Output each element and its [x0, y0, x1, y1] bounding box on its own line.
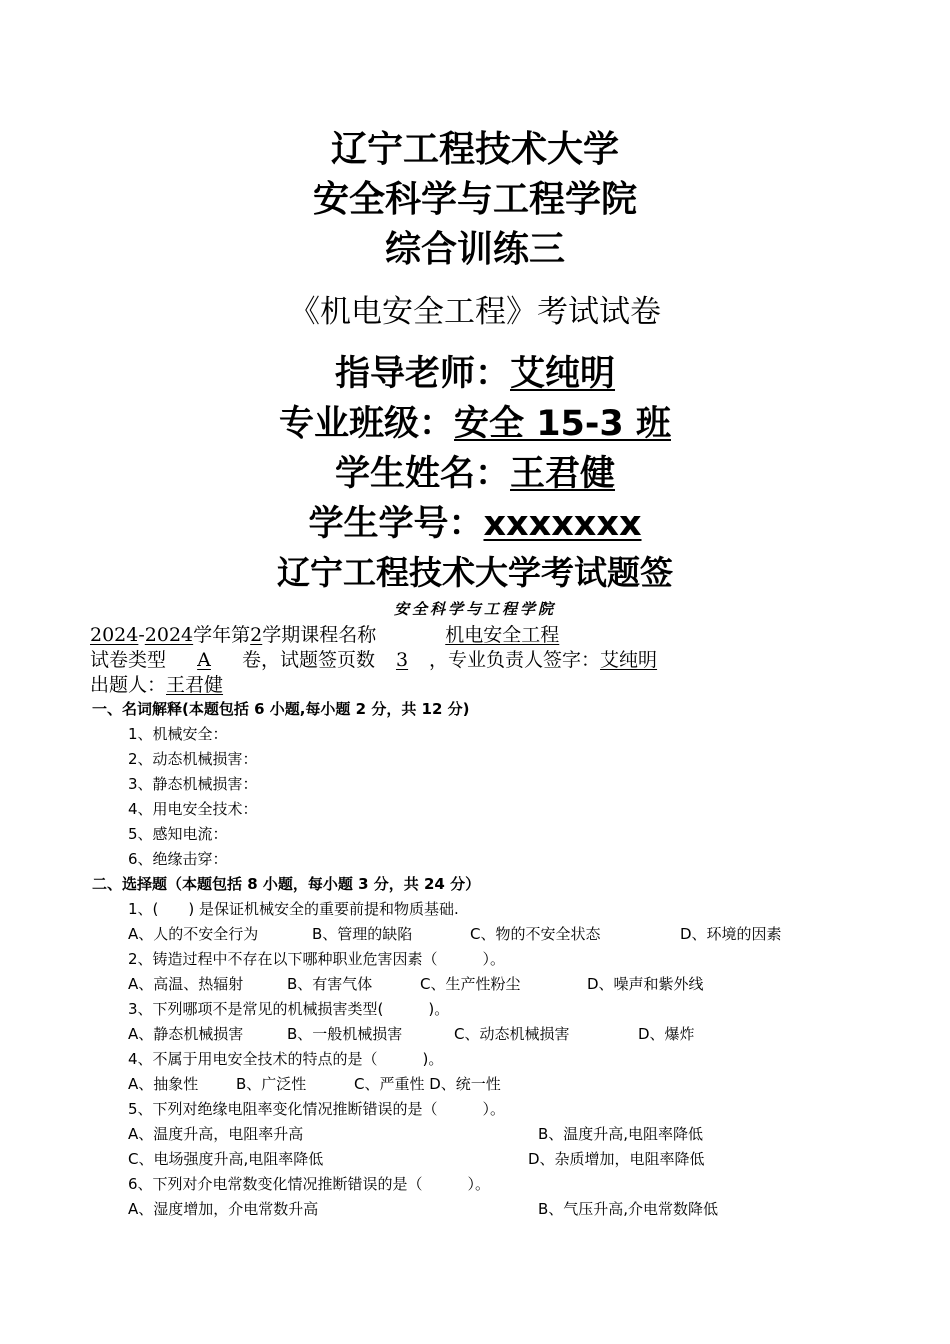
question-1: 1、( ) 是保证机械安全的重要前提和物质基础. [128, 900, 459, 918]
q3-option-a: A、静态机械损害 [128, 1025, 244, 1043]
term-item: 5、感知电流： [128, 825, 228, 843]
question-5: 5、下列对绝缘电阻率变化情况推断错误的是（ ）。 [128, 1100, 506, 1118]
student-id-line [0, 502, 950, 546]
q1-option-d: D、环境的因素 [680, 925, 782, 943]
question-4: 4、不属于用电安全技术的特点的是（ )。 [128, 1050, 444, 1068]
advisor-label: 指导老师： [334, 354, 510, 394]
author-name: 王君健 [166, 674, 224, 696]
paper-info-line [90, 648, 657, 672]
college-title: 安全科学与工程学院 [312, 179, 637, 220]
college-small-title: 安全科学与工程学院 [393, 600, 556, 618]
advisor-line [0, 352, 950, 396]
q2-option-a: A、高温、热辐射 [128, 975, 244, 993]
q1-option-b: B、管理的缺陷 [312, 925, 413, 943]
page-count: 3 [395, 649, 409, 671]
paper-type-suffix: 卷，试题签页数 [242, 649, 376, 671]
q6-option-b: B、气压升高,介电常数降低 [538, 1200, 719, 1218]
section1-title: 一、名词解释(本题包括 6 小题,每小题 2 分，共 12 分) [92, 700, 470, 718]
year-dash: - [138, 624, 145, 646]
q2-option-c: C、生产性粉尘 [420, 975, 521, 993]
question-3: 3、下列哪项不是常见的机械损害类型( )。 [128, 1000, 450, 1018]
author-line [90, 673, 223, 697]
university-title: 辽宁工程技术大学 [330, 129, 619, 170]
class-line [0, 402, 950, 446]
q6-option-a: A、湿度增加，介电常数升高 [128, 1200, 319, 1218]
term-item: 4、用电安全技术： [128, 800, 258, 818]
q1-option-c: C、物的不安全状态 [470, 925, 601, 943]
q2-option-d: D、噪声和紫外线 [587, 975, 704, 993]
term-item: 2、动态机械损害： [128, 750, 258, 768]
course-line [90, 623, 628, 647]
term-item: 6、绝缘击穿： [128, 850, 228, 868]
student-name-label: 学生姓名： [334, 454, 510, 494]
q5-option-a: A、温度升高，电阻率升高 [128, 1125, 304, 1143]
q3-option-d: D、爆炸 [638, 1025, 695, 1043]
term-suffix: 学期课程名称 [262, 624, 377, 646]
q5-option-d: D、杂质增加，电阻率降低 [528, 1150, 705, 1168]
q4-option-a: A、抽象性 [128, 1075, 199, 1093]
class-value: 安全 15-3 班 [454, 404, 671, 444]
term-item: 3、静态机械损害： [128, 775, 258, 793]
course-name: 机电安全工程 [445, 624, 560, 646]
student-name-line [0, 452, 950, 496]
exam-sign-title: 辽宁工程技术大学考试题签 [277, 553, 673, 592]
student-id-value: xxxxxxx [483, 504, 642, 544]
section2-title: 二、选择题（本题包括 8 小题，每小题 3 分，共 24 分） [92, 875, 481, 893]
student-id-label: 学生学号： [308, 504, 484, 544]
question-2: 2、铸造过程中不存在以下哪种职业危害因素（ ）。 [128, 950, 506, 968]
owner-label: ，专业负责人签字： [429, 649, 601, 671]
owner-signature: 艾纯明 [600, 649, 658, 671]
q3-option-b: B、一般机械损害 [287, 1025, 403, 1043]
paper-type-label: 试卷类型 [90, 649, 167, 671]
author-label: 出题人： [90, 674, 167, 696]
advisor-name: 艾纯明 [510, 354, 616, 394]
year-suffix: 学年第 [193, 624, 251, 646]
q4-option-cd: C、严重性 D、统一性 [354, 1075, 501, 1093]
q5-option-c: C、电场强度升高,电阻率降低 [128, 1150, 324, 1168]
student-name-value: 王君健 [510, 454, 616, 494]
exam-title: 《机电安全工程》考试试卷 [289, 294, 661, 330]
year-start: 2024 [90, 624, 139, 646]
q2-option-b: B、有害气体 [287, 975, 373, 993]
q3-option-c: C、动态机械损害 [454, 1025, 570, 1043]
paper-type-value: A [197, 649, 211, 671]
q4-option-b: B、广泛性 [236, 1075, 307, 1093]
question-6: 6、下列对介电常数变化情况推断错误的是（ ）。 [128, 1175, 491, 1193]
q1-option-a: A、人的不安全行为 [128, 925, 259, 943]
term-number: 2 [250, 624, 263, 646]
term-item: 1、机械安全： [128, 725, 228, 743]
exercise-title: 综合训练三 [384, 229, 565, 270]
q5-option-b: B、温度升高,电阻率降低 [538, 1125, 704, 1143]
class-label: 专业班级： [279, 404, 455, 444]
year-end: 2024 [144, 624, 194, 646]
